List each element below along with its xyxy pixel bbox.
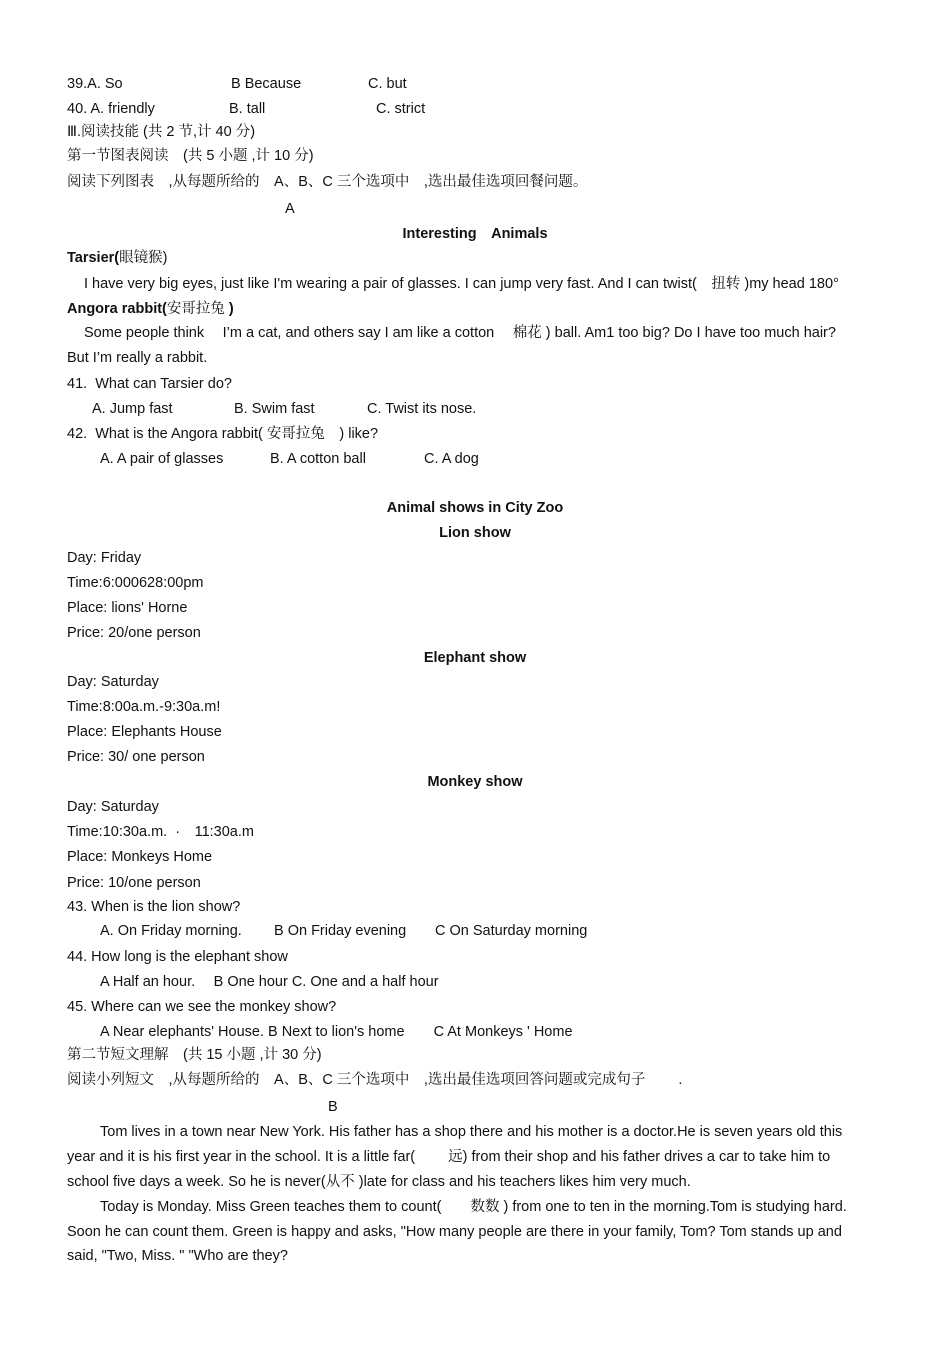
q39-option-b: B Because xyxy=(231,76,302,92)
q40-option-a: 40. A. friendly xyxy=(67,101,155,117)
elephant-show-title: Elephant show xyxy=(423,650,527,666)
lion-time: Time:6:000628:00pm xyxy=(67,575,204,591)
tarsier-text: I have very big eyes, just like I'm wearing a pair of glasses. I can jump very fast. And I can twist( 扭转 )my head 180° xyxy=(84,276,839,292)
monkey-time: Time:10:30a.m. · 11:30a.m xyxy=(67,824,254,840)
monkey-day: Day: Saturday xyxy=(67,799,159,815)
q44-options: A Half an hour. B One hour C. One and a half hour xyxy=(100,974,439,990)
part2-instruction: 阅读小列短文 ,从每题所给的 A、B、C 三个选项中 ,选出最佳选项回答问题或完成句子 . xyxy=(67,1072,683,1088)
monkey-place: Place: Monkeys Home xyxy=(67,849,213,865)
lion-price: Price: 20/one person xyxy=(67,625,201,641)
monkey-price: Price: 10/one person xyxy=(67,875,201,891)
q45-stem: 45. Where can we see the monkey show? xyxy=(67,999,337,1015)
part1-instruction: 阅读下列图表 ,从每题所给的 A、B、C 三个选项中 ,选出最佳选项回餐问题。 xyxy=(67,174,588,190)
q41-option-b: B. Swim fast xyxy=(234,401,315,417)
angora-name: Angora rabbit( xyxy=(67,301,167,317)
q40-option-c: C. strict xyxy=(376,101,426,117)
passage-b-line: school five days a week. So he is never(从不 )late for class and his teachers likes him very much. xyxy=(67,1174,691,1190)
part1-title: 第一节图表阅读 (共 5 小题 ,计 10 分) xyxy=(67,148,314,164)
passage-b-line: Soon he can count them. Green is happy and asks, "How many people are there in your family, Tom? Tom stands up and xyxy=(67,1224,842,1240)
q43-option-a: A. On Friday morning. xyxy=(100,923,242,939)
angora-text-2: But I’m really a rabbit. xyxy=(67,350,208,366)
part2-title: 第二节短文理解 (共 15 小题 ,计 30 分) xyxy=(67,1047,322,1063)
passage-b-line: Today is Monday. Miss Green teaches them to count( 数数 ) from one to ten in the morning.Tom is studying hard. xyxy=(100,1199,847,1215)
zoo-title: Animal shows in City Zoo xyxy=(386,500,564,516)
tarsier-name-cn: 眼镜猴) xyxy=(119,250,168,266)
q43-option-c: C On Saturday morning xyxy=(435,923,588,939)
passage-b-line: said, "Two, Miss. " "Who are they? xyxy=(67,1248,288,1264)
q40-option-b: B. tall xyxy=(229,101,266,117)
passage-b-label: B xyxy=(328,1099,338,1115)
q42-option-b: B. A cotton ball xyxy=(270,451,366,467)
angora-name-cn: 安哥拉兔 xyxy=(166,301,225,317)
tarsier-heading xyxy=(67,249,167,267)
tarsier-name: Tarsier( xyxy=(67,250,120,266)
q42-option-a: A. A pair of glasses xyxy=(100,451,224,467)
angora-text-1: Some people think I’m a cat, and others say I am like a cotton 棉花 ) ball. Am1 too big? Do I have too much hair? xyxy=(84,325,836,341)
elephant-day: Day: Saturday xyxy=(67,674,159,690)
angora-name-end: ) xyxy=(224,301,234,317)
lion-place: Place: lions' Horne xyxy=(67,600,188,616)
q39-option-a: 39.A. So xyxy=(67,76,123,92)
passage-b-line: year and it is his first year in the school. It is a little far( 远) from their shop and his father drives a car to take him to xyxy=(67,1149,831,1165)
section-heading: Ⅲ.阅读技能 (共 2 节,计 40 分) xyxy=(67,124,256,140)
q43-stem: 43. When is the lion show? xyxy=(67,899,241,915)
q45-options: A Near elephants' House. B Next to lion's home C At Monkeys ' Home xyxy=(100,1024,573,1040)
passage-a-title: Interesting Animals xyxy=(402,226,548,242)
q42-option-c: C. A dog xyxy=(424,451,479,467)
q41-option-a: A. Jump fast xyxy=(92,401,173,417)
lion-show-title: Lion show xyxy=(439,525,511,541)
elephant-place: Place: Elephants House xyxy=(67,724,222,740)
angora-heading xyxy=(67,300,234,318)
lion-day: Day: Friday xyxy=(67,550,142,566)
q44-stem: 44. How long is the elephant show xyxy=(67,949,288,965)
q43-option-b: B On Friday evening xyxy=(274,923,407,939)
passage-a-label: A xyxy=(285,201,295,217)
q41-option-c: C. Twist its nose. xyxy=(367,401,477,417)
q41-stem: 41. What can Tarsier do? xyxy=(67,376,232,392)
q42-stem: 42. What is the Angora rabbit( 安哥拉兔 ) like? xyxy=(67,426,379,442)
passage-b-line: Tom lives in a town near New York. His father has a shop there and his mother is a doctor.He is seven years old this xyxy=(100,1124,843,1140)
q39-option-c: C. but xyxy=(368,76,407,92)
monkey-show-title: Monkey show xyxy=(427,774,523,790)
elephant-price: Price: 30/ one person xyxy=(67,749,205,765)
elephant-time: Time:8:00a.m.-9:30a.m! xyxy=(67,699,221,715)
